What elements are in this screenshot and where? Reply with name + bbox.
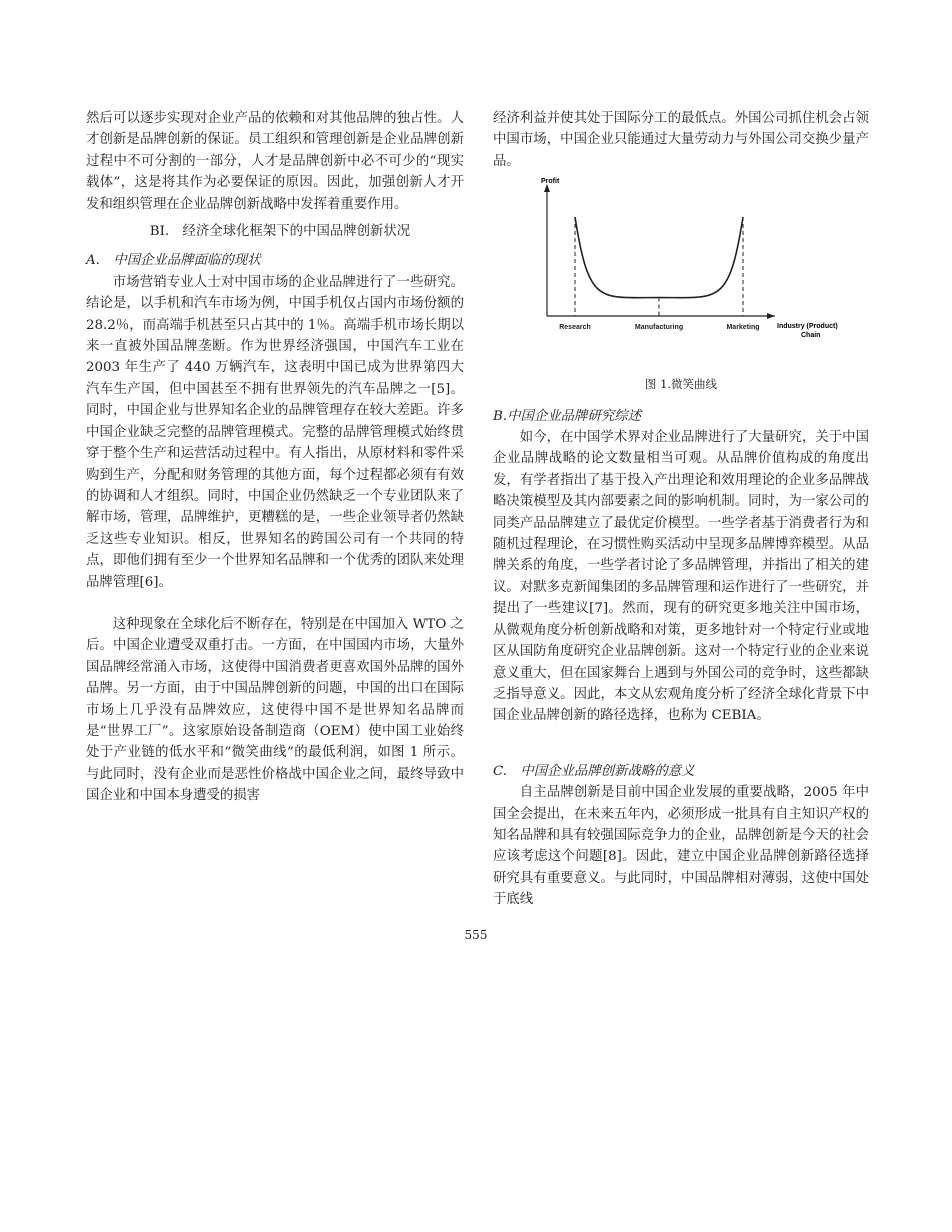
paragraph-b: 如今，在中国学术界对企业品牌进行了大量研究，关于中国企业品牌战略的论文数量相当可观。从品牌价值构成的角度出发，有学者指出了基于投入产出理论和效用理论的企业多品牌战略决策模型及其内部要素之间的影响机制。同时，为一家公司的同类产品品牌建立了最优定价模型。一些学者基于消费者行为和随机过程理论，在习惯性购买活动中呈现多品牌博弈模型。从品牌关系的角度，一些学者讨论了多品牌管理，并指出了相关的建议。对默多克新闻集团的多品牌管理和运作进行了一些研究，并提出了一些建议[7]。然而，现有的研究更多地关注中国市场，从微观角度分析创新战略和对策，更多地针对一个特定行业或地区从国防角度研究企业品牌创新。这对一个特定行业的企业来说意义重大，但在国家舞台上遇到与外国公司的竞争时，这些都缺乏指导意义。因此，本文从宏观角度分析了经济全球化背景下中国企业品牌创新的路径选择，也称为 CEBIA。 (493, 430, 869, 724)
left-column (86, 108, 464, 807)
page-number: 555 (464, 928, 488, 942)
chart-tick-labels (559, 324, 759, 331)
section-heading: BI. 经济全球化框架下的中国品牌创新状况 (149, 224, 411, 240)
smile-curve-line (575, 217, 743, 298)
tick-label-marketing: Marketing (726, 324, 760, 332)
y-axis-arrow (544, 184, 550, 192)
paragraph-intro: 然后可以逐步实现对企业产品的依赖和对其他品牌的独占性。人才创新是品牌创新的保证。员工组织和管理创新是企业品牌创新过程中不可分割的一部分，人才是品牌创新中必不可少的“现实载体”，这是将其作为必要保证的原因。因此，加强创新人才开发和组织管理在企业品牌创新战略中发挥着重要作用。 (86, 111, 464, 212)
tick-label-manufacturing: Manufacturing (634, 324, 684, 332)
paragraph-gap (493, 727, 869, 753)
paragraph-c: 自主品牌创新是目前中国企业发展的重要战略，2005 年中国全会提出，在未来五年内，必须形成一批具有自主知识产权的知名品牌和具有较强国际竞争力的企业，品牌创新是今天的社会应该考虑这个问题[8]。因此，建立中国企业品牌创新路径选择研究具有重要意义。与此同时，中国品牌相对薄弱，这使中国处于底线 (493, 785, 869, 908)
x-axis-arrow (767, 313, 775, 319)
smile-curve-chart (493, 176, 869, 372)
x-axis-label-line2: Chain (801, 332, 821, 340)
chart-dashed-lines (575, 217, 743, 316)
y-axis-label: Profit (541, 178, 560, 186)
paragraph-gap (86, 593, 464, 614)
figure-caption: 图 1.微笑曲线 (644, 377, 718, 392)
smile-curve-figure (493, 176, 869, 372)
subsection-a-heading: A. 中国企业品牌面临的现状 (86, 253, 261, 269)
tick-label-research: Research (559, 324, 591, 332)
paragraph-a2: 这种现象在全球化后不断存在，特别是在中国加入 WTO 之后。中国企业遭受双重打击。一方面，在中国国内市场，大量外国品牌经常涌入市场，这使得中国消费者更喜欢国外品牌的国外品牌。另一方面，由于中国品牌创新的问题，中国的出口在国际市场上几乎没有品牌效应，这使得中国不是世界知名品牌而是“世界工厂”。这家原始设备制造商（OEM）使中国工业始终处于产业链的低水平和“微笑曲线”的最低利润，如图 1 所示。与此同时，没有企业而是恶性价格战中国企业之间，最终导致中国企业和中国本身遭受的损害 (86, 616, 464, 804)
subsection-c-heading: C. 中国企业品牌创新战略的意义 (493, 763, 695, 779)
x-axis-label-line1: Industry (Product) (777, 323, 838, 331)
subsection-b-heading: B.中国企业品牌研究综述 (493, 408, 642, 424)
right-column (493, 108, 869, 911)
paragraph-a1: 市场营销专业人士对中国市场的企业品牌进行了一些研究。结论是，以手机和汽车市场为例，中国手机仅占国内市场份额的 28.2％，而高端手机甚至只占其中的 1％。高端手机市场长期以来一直被外国品牌垄断。作为世界经济强国，中国汽车工业在 2003 年生产了 440 万辆汽车，这表明中国已成为世界第四大汽车生产国，但中国甚至不拥有世界领先的汽车品牌之一[5]。同时，中国企业与世界知名企业的品牌管理存在较大差距。许多中国企业缺乏完整的品牌管理模式。完整的品牌管理模式始终贯穿于整个生产和运营活动过程中。有人指出，从原材料和零件采购到生产，分配和财务管理的其他方面，每个过程都必须有有效的协调和人才组织。同时，中国企业仍然缺乏一个专业团队来了解市场，管理，品牌维护，更糟糕的是，一些企业领导者仍然缺乏这些专业知识。相反，世界知名的跨国公司有一个共同的特点，即他们拥有至少一个世界知名品牌和一个优秀的团队来处理品牌管理[6]。 (86, 274, 464, 590)
paragraph-continued: 经济利益并使其处于国际分工的最低点。外国公司抓住机会占领中国市场，中国企业只能通过大量劳动力与外国公司交换少量产品。 (493, 111, 869, 169)
